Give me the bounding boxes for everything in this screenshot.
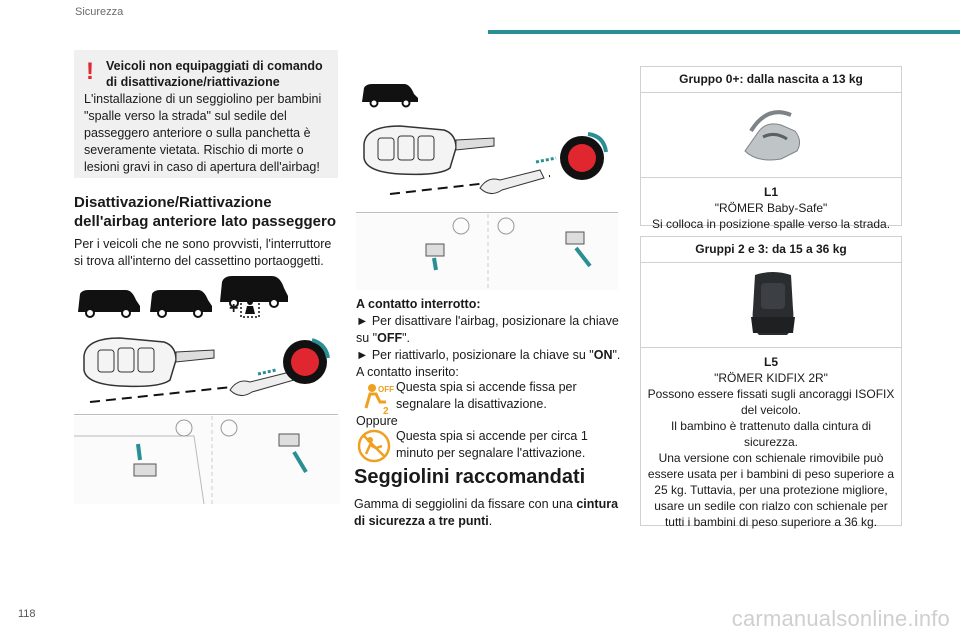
recommended-seats-heading: Seggiolini raccomandati bbox=[354, 466, 586, 488]
reactivate-instruction: ► Per riattivarlo, posizionare la chiave su "ON". bbox=[356, 348, 621, 362]
figure-divider bbox=[74, 414, 338, 415]
passenger-seat-icon bbox=[240, 296, 260, 318]
booster-seat-image bbox=[747, 269, 799, 341]
seat-details bbox=[641, 178, 901, 238]
oppure-text: Oppure bbox=[356, 414, 398, 428]
airbag-off-warning-lamp-icon bbox=[356, 380, 392, 416]
deactivate-instruction: ► Per disattivare l'airbag, posizionare la chiave su "OFF". bbox=[356, 314, 619, 345]
contact-off-label: A contatto interrotto: bbox=[356, 297, 481, 311]
seat-code: L1 bbox=[763, 185, 778, 199]
seat-note: Una versione con schienale rimovibile può essere usata per i bambini di peso superiore a 25 kg. Tuttavia, per una protezione migliore, usare un sedile con rialzo con schienale per tutti i bambini di peso superiore a 36 kg. bbox=[647, 451, 895, 529]
glovebox-illustration bbox=[74, 416, 340, 504]
header-accent-bar bbox=[488, 30, 960, 34]
airbag-intro: Per i veicoli che ne sono provvisti, l'interruttore si trova all'interno del cassettino portaoggetti. bbox=[74, 237, 332, 268]
key-switch-illustration bbox=[80, 330, 340, 410]
vehicle-silhouettes bbox=[74, 282, 344, 322]
seat-group-title: Gruppo 0+: dalla nascita a 13 kg bbox=[641, 67, 901, 93]
recommended-seats-intro: Gamma di seggiolini da fissare con una cintura di sicurezza a tre punti. bbox=[354, 497, 619, 528]
seat-group-title: Gruppi 2 e 3: da 15 a 36 kg bbox=[641, 237, 901, 263]
baby-seat-image bbox=[737, 101, 807, 169]
contact-off-block bbox=[356, 296, 622, 381]
van-icon bbox=[78, 290, 140, 317]
warning-exclamation-icon: ! bbox=[86, 58, 94, 85]
watermark: carmanualsonline.info bbox=[731, 606, 950, 631]
seat-model: "RÖMER KIDFIX 2R" bbox=[714, 371, 828, 385]
page-number: 118 bbox=[18, 608, 36, 620]
contact-on-label: A contatto inserito: bbox=[356, 365, 459, 379]
seat-note: Possono essere fissati sugli ancoraggi ISOFIX del veicolo. bbox=[647, 387, 895, 417]
seat-details bbox=[641, 348, 901, 536]
seat-image-cell bbox=[641, 263, 901, 348]
seat-note: Il bambino è trattenuto dalla cintura di sicurezza. bbox=[670, 419, 872, 449]
lamp-off-text: Questa spia si accende fissa per segnalare la disattivazione. bbox=[396, 380, 577, 411]
van-icon bbox=[150, 290, 212, 317]
warning-box bbox=[74, 50, 338, 178]
warning-text: L'installazione di un seggiolino per bambini "spalle verso la strada" sul sedile del passeggero anteriore o sulla panchetta è severamente vietata. Rischio di morte o lesioni gravi in caso di apertura dell'airbag! bbox=[84, 92, 322, 174]
seat-note: Si colloca in posizione spalle verso la strada. bbox=[651, 217, 891, 231]
airbag-on-warning-lamp-icon bbox=[356, 428, 392, 464]
svg-text:2: 2 bbox=[383, 406, 389, 417]
figure-divider bbox=[356, 212, 618, 213]
lamp-on-text: Questa spia si accende per circa 1 minuto per segnalare l'attivazione. bbox=[396, 429, 588, 460]
section-title: Sicurezza bbox=[75, 6, 124, 18]
svg-text:OFF: OFF bbox=[378, 385, 394, 394]
seat-table-group-2-3 bbox=[640, 236, 902, 529]
plus-sign: + bbox=[229, 300, 239, 317]
off-key-label: OFF bbox=[377, 331, 403, 345]
seat-model: "RÖMER Baby-Safe" bbox=[714, 201, 828, 215]
seat-table-group-0 bbox=[640, 66, 902, 231]
key-switch-illustration bbox=[360, 118, 620, 200]
van-icon bbox=[360, 80, 420, 108]
glovebox-illustration bbox=[356, 214, 618, 290]
airbag-heading: Disattivazione/Riattivazione dell'airbag anteriore lato passeggero bbox=[74, 194, 336, 230]
seat-image-cell bbox=[641, 93, 901, 178]
on-key-label: ON bbox=[593, 348, 613, 362]
warning-title: Veicoli non equipaggiati di comando di disattivazione/riattivazione bbox=[106, 59, 323, 89]
seat-code: L5 bbox=[763, 355, 778, 369]
